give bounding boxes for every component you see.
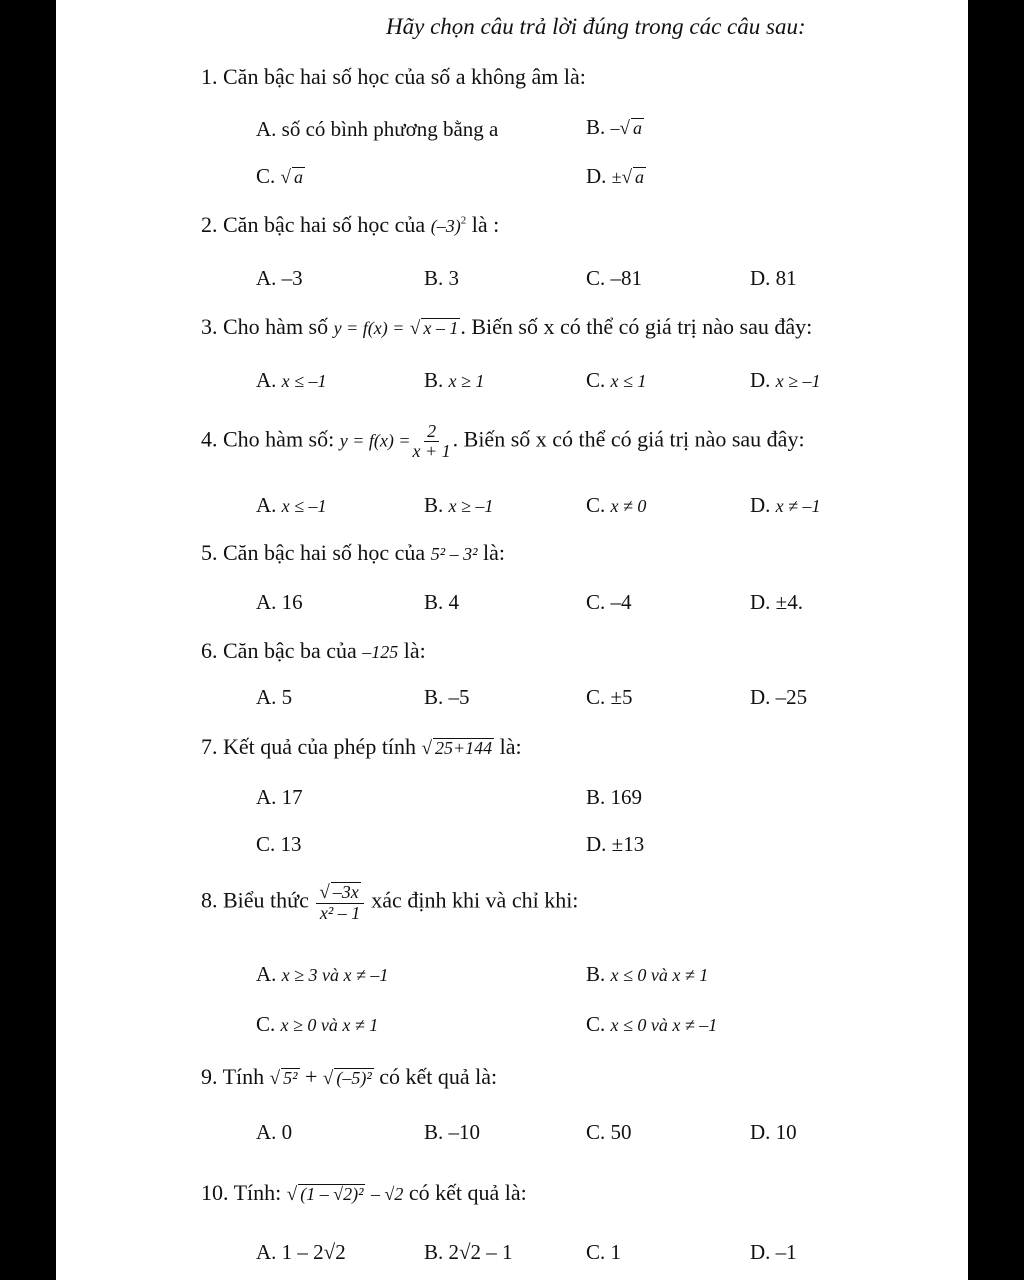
q8-option-d: C. x ≤ 0 và x ≠ –1	[586, 1012, 718, 1036]
question-8: 8. Biểu thức $\frac{√ -3x}{\text{x² – 1}}$ xác định khi và chỉ khi:	[201, 882, 579, 923]
q3-option-c: C. x ≤ 1	[586, 368, 647, 392]
q10-option-b: B. 2√2 – 1	[424, 1240, 513, 1264]
q10-option-d: D. –1	[750, 1240, 797, 1264]
question-6: 6. Căn bậc ba của –125 là:	[201, 638, 426, 663]
q4-option-c: C. x ≠ 0	[586, 493, 647, 517]
q9-option-b: B. –10	[424, 1120, 481, 1144]
q5-option-c: C. –4	[586, 590, 632, 614]
q9-option-c: C. 50	[586, 1120, 632, 1144]
question-3: 3. Cho hàm số y = f(x) = √ x – 1. Biến số x có thể có giá trị nào sau đây:	[201, 314, 813, 339]
q4-option-a: A. x ≤ –1	[256, 493, 327, 517]
q9-option-a: A. 0	[256, 1120, 293, 1144]
q8-option-c: C. x ≥ 0 và x ≠ 1	[256, 1012, 379, 1036]
q3-option-b: B. x ≥ 1	[424, 368, 485, 392]
q2-option-d: D. 81	[750, 266, 797, 290]
q1-option-a: A. số có bình phương bằng a	[256, 117, 499, 141]
q1-option-c: C. √ a	[256, 164, 303, 188]
q5-option-b: B. 4	[424, 590, 460, 614]
q4-option-d: D. x ≠ –1	[750, 493, 821, 517]
q5-option-a: A. 16	[256, 590, 303, 614]
q7-option-d: D. ±13	[586, 832, 645, 856]
question-9: 9. Tính √ 5² + √ (–5)² có kết quả là:	[201, 1064, 498, 1089]
q4-option-b: B. x ≥ –1	[424, 493, 494, 517]
q4-fraction: $\frac{2}{x + 1}$	[412, 421, 451, 461]
q6-option-b: B. –5	[424, 685, 470, 709]
q8-option-a: A. x ≥ 3 và x ≠ –1	[256, 962, 389, 986]
q1-option-d: D. ±√ a	[586, 164, 644, 188]
q7-option-a: A. 17	[256, 785, 303, 809]
question-1: 1. Căn bậc hai số học của số a không âm là:	[201, 64, 586, 89]
question-10: 10. Tính: √ (1 – √2)² – √2 có kết quả là:	[201, 1180, 527, 1205]
q1-option-b: B. –√ a	[586, 115, 642, 139]
page-title: Hãy chọn câu trả lời đúng trong các câu sau:	[386, 14, 806, 39]
q10-option-c: C. 1	[586, 1240, 622, 1264]
q3-option-d: D. x ≥ –1	[750, 368, 821, 392]
q5-option-d: D. ±4.	[750, 590, 803, 614]
question-7: 7. Kết quả của phép tính √ 25+144 là:	[201, 734, 522, 759]
q2-option-a: A. –3	[256, 266, 303, 290]
worksheet-page	[56, 0, 968, 1280]
q6-option-c: C. ±5	[586, 685, 633, 709]
q2-option-c: C. –81	[586, 266, 643, 290]
q6-option-d: D. –25	[750, 685, 808, 709]
question-4: 4. Cho hàm số: y = f(x) = $\frac{2}{x + 1}$ . Biến số x có thể có giá trị nào sau đây:	[201, 421, 805, 461]
q8-option-b: B. x ≤ 0 và x ≠ 1	[586, 962, 709, 986]
q8-fraction: $\frac{√ -3x}{\text{x² – 1}}$	[316, 882, 363, 923]
question-5: 5. Căn bậc hai số học của 5² – 3² là:	[201, 540, 505, 565]
q10-option-a: A. 1 – 2√2	[256, 1240, 346, 1264]
q7-option-c: C. 13	[256, 832, 302, 856]
q7-option-b: B. 169	[586, 785, 643, 809]
q2-option-b: B. 3	[424, 266, 460, 290]
q6-option-a: A. 5	[256, 685, 293, 709]
q9-option-d: D. 10	[750, 1120, 797, 1144]
q3-option-a: A. x ≤ –1	[256, 368, 327, 392]
question-2: 2. Căn bậc hai số học của $(-3)^2$ là :	[201, 212, 500, 237]
